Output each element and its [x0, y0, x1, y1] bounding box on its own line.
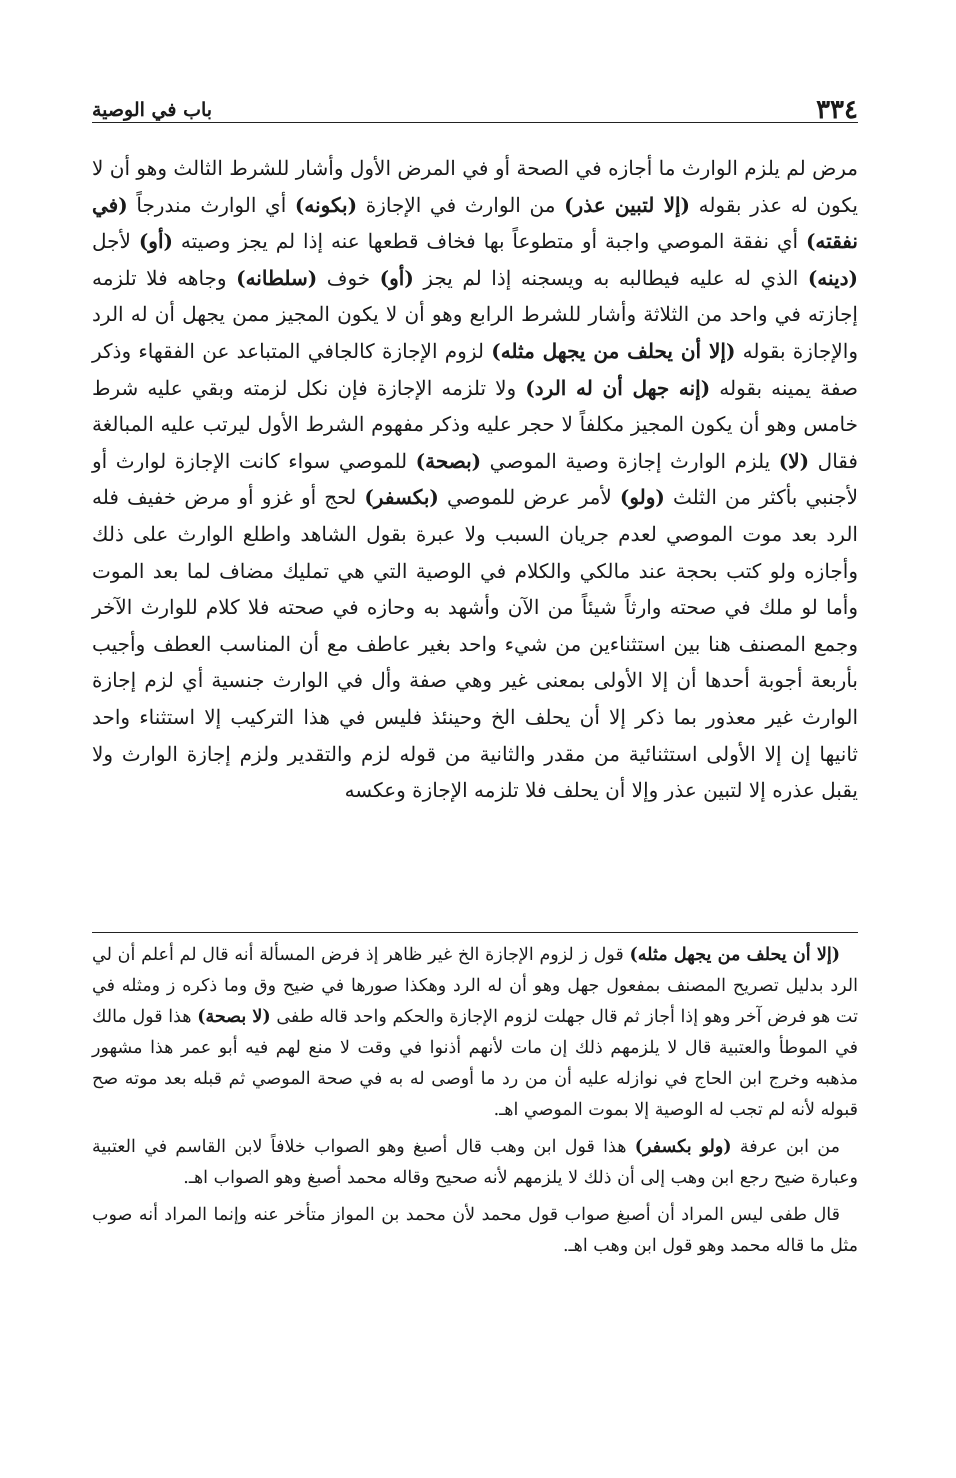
bold-term: (دينه)	[807, 265, 858, 290]
text-run: الذي له عليه فيطالبه به ويسجنه إذا لم يجز	[413, 265, 808, 290]
text-run: قال طفى ليس المراد أن أصبغ صواب قول محمد لأن محمد بن المواز متأخر عنه وإنما المراد أنه صوب مثل ما قاله محمد وهو قول ابن وهب اهـ.	[92, 1205, 858, 1256]
text-run: يلزم الوارث إجازة وصية الموصي	[481, 448, 779, 473]
bold-term: (بكسفر)	[364, 485, 439, 510]
text-run: خوف	[317, 265, 380, 290]
text-run: أي الوارث مندرجاً	[127, 192, 295, 217]
text-run: وجاهه فلا تلزمه إجازته في واحد من الثلاثة وأشار للشرط الرابع وهو أن لا يكون المجيز ممن يجهل أن له الرد والإجازة بقوله	[92, 265, 858, 363]
text-run: للموصي سواء كانت الإجازة لوارث أو لأجنبي بأكثر من الثلث	[92, 448, 858, 510]
text-run: قول ز لزوم الإجازة الخ غير ظاهر إذ فرض المسألة أنه قال لم أعلم أن لي الرد بدليل تصريح المصنف بمفعول جهل وهو أن له الرد وهكذا صورها في ضيح وق وما ذكره ز ومثله في تت هو فرض آخر وهو إذا أجاز ثم قال جهلت لزوم الإجازة والحكم واحد قاله طفى	[92, 945, 858, 1027]
text-run: لحج أو غزو أو مرض خفيف فله الرد بعد موت الموصي لعدم جريان السبب ولا عبرة بقول الشاهد واطلع الوارث على ذلك وأجازه ولو كتب بحجة عند مالكي والكلام في الوصية التي هي تمليك مضاف لما بعد الموت وأما لو ملك في صحته وارثاً شيئاً من الآن وأشهد به وحازه في صحته فلا كلام للوارث الآخر وجمع المصنف هنا بين استثناءين من شيء واحد بغير عاطف مع أن المناسب العطف وأجيب بأربعة أجوبة أحدها أن إلا الأولى بمعنى غير وهي صفة وأل في الوارث جنسية أي لزم إجازة الوارث غير معذور بما ذكر إلا أن يحلف الخ وحينئذ فليس في هذا التركيب إلا استثناء واحد ثانيها إن إلا الأولى استثنائية من مقدر والثانية من قوله لزم والتقدير ولزم إجازة الوارث ولا يقبل عذره إلا لتبين عذر وإلا أن يحلف فلا تلزمه الإجازة وعكسه	[92, 485, 858, 803]
header-rule	[92, 122, 858, 123]
main-text	[92, 150, 858, 809]
text-run: لأجل	[92, 229, 139, 254]
bold-term: (ولو)	[619, 485, 665, 510]
bold-term: (لا)	[778, 448, 810, 473]
bold-term: (أو)	[379, 265, 414, 290]
page-number: ٣٣٤	[816, 95, 858, 125]
footnote	[92, 1200, 858, 1262]
footnote-rule	[92, 932, 858, 933]
footnote	[92, 1132, 858, 1194]
bold-term: (إلا أن يحلف من يجهل مثله)	[491, 338, 736, 363]
text-run: أي نفقة الموصي واجبة أو متطوعاً بها فخاف قطعها عنه إذا لم يجز وصيته	[172, 229, 806, 254]
bold-term: (بصحة)	[415, 448, 482, 473]
bold-term: (سلطانه)	[236, 265, 318, 290]
main-paragraph	[92, 150, 858, 809]
text-run: لزوم الإجازة كالجافي المتباعد عن الفقهاء وذكر صفة يمينه بقوله	[92, 338, 858, 400]
text-run: من ابن عرفة	[731, 1137, 840, 1157]
bold-term: (ولو بكسفر)	[634, 1137, 732, 1157]
bold-term: (إلا أن يحلف من يجهل مثله)	[629, 945, 841, 965]
bold-term: (لا بصحة)	[197, 1007, 271, 1027]
bold-term: (إنه جهل أن له الرد)	[525, 375, 711, 400]
text-run: ولا تلزمه الإجازة فإن نكل لزمته وبقي عليه شرط خامس وهو أن يكون المجيز مكلفاً لا حجر عليه وذكر مفهوم الشرط الأول ليرتب عليه المبالغة فقال	[92, 375, 858, 473]
text-run: من الوارث في الإجازة	[357, 192, 565, 217]
footnotes	[92, 940, 858, 1268]
bold-term: (أو)	[138, 229, 173, 254]
text-run: هذا قول ابن وهب قال أصبغ وهو الصواب خلافاً لابن القاسم في العتبية وعبارة ضيح رجع ابن وهب إلى أن ذلك لا يلزمهم لأنه صحيح وقاله محمد أصبغ وهو الصواب اهـ.	[92, 1137, 858, 1188]
bold-term: (بكونه)	[294, 192, 358, 217]
bold-term: (إلا لتبين عذر)	[564, 192, 691, 217]
bold-term: (في نفقته)	[92, 192, 858, 254]
text-run: لأمر عرض للموصي	[438, 485, 620, 510]
footnote	[92, 940, 858, 1126]
running-title: باب في الوصية	[92, 99, 213, 121]
text-run: هذا قول مالك في الموطأ والعتبية قال لا يلزمهم ذلك إن مات لأنهم أذنوا في وقت لا منع لهم فيه أبو عمر هذا مشهور مذهبه وخرج ابن الحاج في نوازله عليه أن من رد ما أوصى له به في صحة الموصي ثم قبله بعد موته صح قبوله لأنه لم تجب له الوصية إلا بموت الموصي اهـ.	[92, 1007, 858, 1120]
text-run: مرض لم يلزم الوارث ما أجازه في الصحة أو في المرض الأول وأشار للشرط الثالث وهو أن لا يكون له عذر بقوله	[92, 156, 858, 217]
